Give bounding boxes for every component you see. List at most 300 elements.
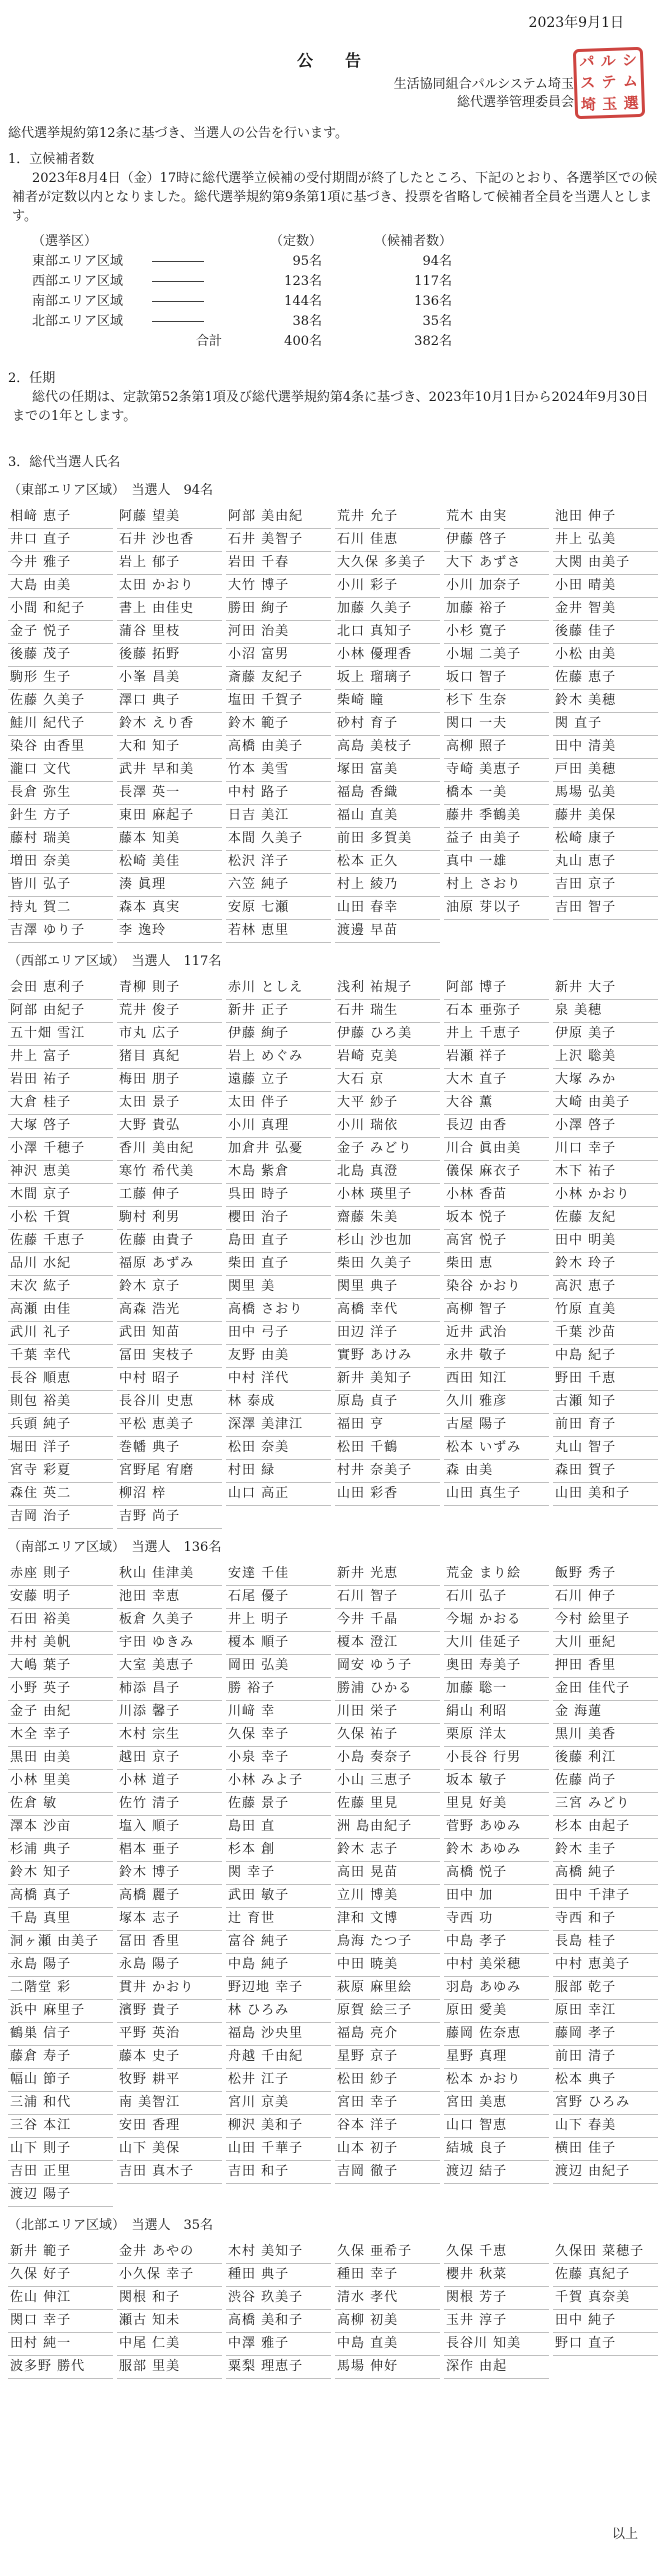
elected-name: 松本 正久 (335, 851, 440, 874)
elected-name: 前田 多賀美 (335, 828, 440, 851)
elected-name: 山田 春幸 (335, 897, 440, 920)
elected-name: 伊藤 啓子 (444, 529, 549, 552)
elected-name: 井上 弘美 (553, 529, 658, 552)
elected-name: 服部 乾子 (553, 1977, 658, 2000)
elected-name: 櫻田 治子 (226, 1207, 331, 1230)
elected-name: 鈴木 知子 (8, 1862, 113, 1885)
elected-name: 佐倉 敏 (8, 1793, 113, 1816)
elected-name: 佐山 伸江 (8, 2287, 113, 2310)
elected-name: 藤井 季鶴美 (444, 805, 549, 828)
elected-name: 金井 智美 (553, 598, 658, 621)
elected-name: 松本 典子 (553, 2069, 658, 2092)
elected-name: 鈴木 博子 (117, 1862, 222, 1885)
elected-name: 東田 麻起子 (117, 805, 222, 828)
elected-name: 砂村 育子 (335, 713, 440, 736)
elected-name: 古屋 陽子 (444, 1414, 549, 1437)
elected-name: 寺崎 美恵子 (444, 759, 549, 782)
elected-name: 市丸 広子 (117, 1023, 222, 1046)
elected-name: 梅田 朋子 (117, 1069, 222, 1092)
elected-name: 高宮 悦子 (444, 1230, 549, 1253)
elected-name: 小松 由美 (553, 644, 658, 667)
area-title: （西部エリア区域） 当選人 117名 (8, 954, 222, 969)
total-label: 合計 (195, 334, 222, 349)
elected-name: 千葉 幸代 (8, 1345, 113, 1368)
elected-name: 鳥海 たつ子 (335, 1931, 440, 1954)
elected-name: 高橋 幸代 (335, 1299, 440, 1322)
section3-heading: 3．総代当選人氏名 (8, 455, 121, 470)
header-candidates: （候補者数） (373, 234, 452, 249)
elected-name: 杉本 創 (226, 1839, 331, 1862)
elected-name: 田中 純子 (553, 2310, 658, 2333)
elected-name: 富谷 純子 (226, 1931, 331, 1954)
elected-name: 中村 美栄穂 (444, 1954, 549, 1977)
elected-name: 越田 京子 (117, 1747, 222, 1770)
elected-name: 宇田 ゆきみ (117, 1632, 222, 1655)
elected-name: 福島 香織 (335, 782, 440, 805)
elected-name: 山本 初子 (335, 2138, 440, 2161)
elected-name: 瀧口 文代 (8, 759, 113, 782)
elected-name: 杉本 由起子 (553, 1816, 658, 1839)
elected-name: 工藤 伸子 (117, 1184, 222, 1207)
elected-name: 村上 さおり (444, 874, 549, 897)
elected-name: 馬場 弘美 (553, 782, 658, 805)
elected-name: 本間 久美子 (226, 828, 331, 851)
elected-name: 久保 幸子 (226, 1724, 331, 1747)
header-district: （選挙区） (32, 234, 98, 249)
elected-name: 榎本 澄江 (335, 1632, 440, 1655)
elected-name: 渡辺 陽子 (8, 2184, 113, 2207)
elected-name: 野辺地 幸子 (226, 1977, 331, 2000)
elected-name: 中村 路子 (226, 782, 331, 805)
seal-glyph: ル (600, 51, 617, 71)
elected-name: 佐藤 真紀子 (553, 2264, 658, 2287)
elected-name: 大川 亜紀 (553, 1632, 658, 1655)
elected-name: 久保 千恵 (444, 2241, 549, 2264)
elected-name: 斎藤 友紀子 (226, 667, 331, 690)
elected-name: 立川 博美 (335, 1885, 440, 1908)
elected-name: 藤岡 孝子 (553, 2023, 658, 2046)
elected-name: 坂本 敏子 (444, 1770, 549, 1793)
elected-name: 藤本 史子 (117, 2046, 222, 2069)
elected-name: 石川 伸子 (553, 1586, 658, 1609)
elected-name: 安藤 明子 (8, 1586, 113, 1609)
elected-name: 武川 礼子 (8, 1322, 113, 1345)
elected-name: 中村 洋代 (226, 1368, 331, 1391)
elected-name: 小堀 二美子 (444, 644, 549, 667)
issuer-organization: 生活協同組合パルシステム埼玉 (393, 77, 574, 92)
elected-name: 永島 陽子 (8, 1954, 113, 1977)
elected-name: 塚本 志子 (117, 1908, 222, 1931)
elected-name: 櫻井 秋菜 (444, 2264, 549, 2287)
elected-name: 長谷 順恵 (8, 1368, 113, 1391)
elected-name: 川口 幸子 (553, 1138, 658, 1161)
elected-name: 榎本 順子 (226, 1632, 331, 1655)
elected-name: 濱野 貴子 (117, 2000, 222, 2023)
elected-name: 柴田 恵 (444, 1253, 549, 1276)
elected-name: 染谷 かおり (444, 1276, 549, 1299)
elected-name: 寒竹 希代美 (117, 1161, 222, 1184)
elected-name: 島田 直子 (226, 1230, 331, 1253)
elected-name: 新井 大子 (553, 977, 658, 1000)
elected-name: 泉 美穂 (553, 1000, 658, 1023)
elected-name: 村上 綾乃 (335, 874, 440, 897)
elected-name: 阿部 由紀子 (8, 1000, 113, 1023)
elected-name: 原田 愛美 (444, 2000, 549, 2023)
elected-name: 奥田 寿美子 (444, 1655, 549, 1678)
elected-name: 田中 千津子 (553, 1885, 658, 1908)
elected-name: 西田 知江 (444, 1368, 549, 1391)
elected-name: 津和 文博 (335, 1908, 440, 1931)
seal-glyph: ス (579, 73, 596, 93)
elected-name: 岡安 ゆう子 (335, 1655, 440, 1678)
seal-glyph: ム (622, 72, 639, 91)
elected-name: 高橋 麗子 (117, 1885, 222, 1908)
elected-name: 山田 美和子 (553, 1483, 658, 1506)
elected-name: 藤井 美保 (553, 805, 658, 828)
elected-name: 舟越 千由紀 (226, 2046, 331, 2069)
elected-name: 馬場 伸好 (335, 2356, 440, 2379)
elected-name: 高柳 照子 (444, 736, 549, 759)
elected-name: 宮野 ひろみ (553, 2092, 658, 2115)
elected-name: 種田 幸子 (335, 2264, 440, 2287)
seal-glyph: 埼 (580, 95, 597, 114)
elected-name: 深作 由起 (444, 2356, 549, 2379)
elected-name: 板倉 久美子 (117, 1609, 222, 1632)
elected-name: 藤本 知美 (117, 828, 222, 851)
elected-name: 島田 直 (226, 1816, 331, 1839)
elected-name: 飯野 秀子 (553, 1563, 658, 1586)
elected-name: 田辺 洋子 (335, 1322, 440, 1345)
elected-name: 久保田 菜穂子 (553, 2241, 658, 2264)
issuer-block (394, 76, 574, 112)
table-row: 東部エリア区域 ―――― 95名 94名 (32, 254, 452, 269)
elected-name: 小泉 幸子 (226, 1747, 331, 1770)
elected-name: 儀保 麻衣子 (444, 1161, 549, 1184)
elected-name: 荒木 由実 (444, 506, 549, 529)
elected-name: 上沢 聡美 (553, 1046, 658, 1069)
elected-name: 椙本 亜子 (117, 1839, 222, 1862)
seal-glyph: テ (601, 73, 617, 92)
elected-name: 木下 祐子 (553, 1161, 658, 1184)
elected-name: 鶴巣 信子 (8, 2023, 113, 2046)
elected-name: 高橋 純子 (553, 1862, 658, 1885)
elected-name: 三浦 和代 (8, 2092, 113, 2115)
elected-name: 實野 あけみ (335, 1345, 440, 1368)
elected-name: 中島 純子 (226, 1954, 331, 1977)
elected-name: 日吉 美江 (226, 805, 331, 828)
elected-name: 中島 直美 (335, 2333, 440, 2356)
elected-name: 大木 直子 (444, 1069, 549, 1092)
elected-name: 高柳 初美 (335, 2310, 440, 2333)
elected-name: 戸田 美穂 (553, 759, 658, 782)
elected-name: 森本 真実 (117, 897, 222, 920)
elected-name-grid (8, 2241, 658, 2379)
elected-name: 寺西 功 (444, 1908, 549, 1931)
seal-glyph: 選 (623, 93, 639, 113)
issuer-committee: 総代選挙管理委員会 (456, 95, 574, 110)
elected-name: 吉野 尚子 (117, 1506, 222, 1529)
elected-name: 堀田 洋子 (8, 1437, 113, 1460)
elected-name: 李 逸玲 (117, 920, 222, 943)
elected-name: 新井 美知子 (335, 1368, 440, 1391)
elected-name: 洞ヶ瀬 由美子 (8, 1931, 113, 1954)
elected-name: 佐藤 尚子 (553, 1770, 658, 1793)
elected-name: 安原 七瀬 (226, 897, 331, 920)
elected-name: 田村 純一 (8, 2333, 113, 2356)
elected-name: 関根 和子 (117, 2287, 222, 2310)
elected-name: 石川 弘子 (444, 1586, 549, 1609)
elected-name: 赤座 則子 (8, 1563, 113, 1586)
elected-name: 佐藤 友紀 (553, 1207, 658, 1230)
elected-name: 関口 一夫 (444, 713, 549, 736)
elected-name: 田中 弓子 (226, 1322, 331, 1345)
elected-name: 宮田 幸子 (335, 2092, 440, 2115)
elected-name: 橋本 一美 (444, 782, 549, 805)
elected-name: 巻幡 典子 (117, 1437, 222, 1460)
elected-name: 鈴木 京子 (117, 1276, 222, 1299)
elected-name: 林 泰成 (226, 1391, 331, 1414)
table-row: 北部エリア区域 ―――― 38名 35名 (32, 314, 452, 329)
elected-name: 小峯 昌美 (117, 667, 222, 690)
elected-name: 絹山 利昭 (444, 1701, 549, 1724)
elected-name: 加倉井 弘憂 (226, 1138, 331, 1161)
elected-name: 今井 雅子 (8, 552, 113, 575)
elected-name: 井口 直子 (8, 529, 113, 552)
elected-name: 小川 真理 (226, 1115, 331, 1138)
elected-name: 川添 馨子 (117, 1701, 222, 1724)
elected-name: 持丸 賀二 (8, 897, 113, 920)
elected-name: 藤岡 佐奈恵 (444, 2023, 549, 2046)
elected-name: 粟梨 理恵子 (226, 2356, 331, 2379)
elected-name: 丸山 恵子 (553, 851, 658, 874)
elected-name: 高橋 由美子 (226, 736, 331, 759)
elected-name: 谷本 洋子 (335, 2115, 440, 2138)
elected-name: 山下 美保 (117, 2138, 222, 2161)
elected-name: 原賀 絵三子 (335, 2000, 440, 2023)
elected-name: 浜中 麻里子 (8, 2000, 113, 2023)
elected-name: 黒田 由美 (8, 1747, 113, 1770)
elected-name: 久保 亜希子 (335, 2241, 440, 2264)
elected-name: 青柳 則子 (117, 977, 222, 1000)
elected-name: 勝 裕子 (226, 1678, 331, 1701)
elected-name: 小林 優理香 (335, 644, 440, 667)
elected-name: 前田 清子 (553, 2046, 658, 2069)
seal-glyph: シ (621, 51, 638, 70)
total-quota: 400名 (284, 334, 322, 349)
elected-name: 大石 京 (335, 1069, 440, 1092)
elected-name: 松崎 康子 (553, 828, 658, 851)
elected-name: 冨田 香里 (117, 1931, 222, 1954)
elected-name: 坂口 智子 (444, 667, 549, 690)
elected-name: 蒲谷 里枝 (117, 621, 222, 644)
elected-name: 幅山 節子 (8, 2069, 113, 2092)
elected-name: 大和 知子 (117, 736, 222, 759)
elected-name: 久保 好子 (8, 2264, 113, 2287)
elected-name: 永島 陽子 (117, 1954, 222, 1977)
elected-name: 大久保 多美子 (335, 552, 440, 575)
elected-name: 渋谷 玖美子 (226, 2287, 331, 2310)
elected-name: 増田 奈美 (8, 851, 113, 874)
elected-name: 黒川 美香 (553, 1724, 658, 1747)
elected-name: 福原 あずみ (117, 1253, 222, 1276)
elected-name: 油原 芽以子 (444, 897, 549, 920)
elected-name: 福島 亮介 (335, 2023, 440, 2046)
elected-name: 川﨑 幸 (226, 1701, 331, 1724)
elected-name: 野口 直子 (553, 2333, 658, 2356)
section1-heading: 1．立候補者数 (8, 152, 95, 167)
elected-name: 荒井 允子 (335, 506, 440, 529)
elected-name: 大谷 薫 (444, 1092, 549, 1115)
elected-name: 冨田 実枝子 (117, 1345, 222, 1368)
elected-name: 小松 千賀 (8, 1207, 113, 1230)
elected-name: 高橋 さおり (226, 1299, 331, 1322)
elected-name: 湊 眞理 (117, 874, 222, 897)
elected-name: 瀬古 知未 (117, 2310, 222, 2333)
elected-name: 木村 宗生 (117, 1724, 222, 1747)
elected-name: 澤口 典子 (117, 690, 222, 713)
elected-name: 益子 由美子 (444, 828, 549, 851)
elected-name: 松沢 洋子 (226, 851, 331, 874)
elected-name: 山田 千華子 (226, 2138, 331, 2161)
elected-name: 新井 正子 (226, 1000, 331, 1023)
elected-name: 香川 美由紀 (117, 1138, 222, 1161)
elected-name: 川田 栄子 (335, 1701, 440, 1724)
elected-name: 山下 則子 (8, 2138, 113, 2161)
elected-name: 松田 紗子 (335, 2069, 440, 2092)
elected-name: 小林 道子 (117, 1770, 222, 1793)
elected-name: 関里 典子 (335, 1276, 440, 1299)
elected-name: 武井 早和美 (117, 759, 222, 782)
elected-name: 林 ひろみ (226, 2000, 331, 2023)
area-title: （東部エリア区域） 当選人 94名 (8, 483, 214, 498)
elected-name: 中澤 雅子 (226, 2333, 331, 2356)
elected-name: 池田 幸恵 (117, 1586, 222, 1609)
elected-name: 佐藤 由貴子 (117, 1230, 222, 1253)
elected-name: 三谷 本江 (8, 2115, 113, 2138)
elected-name: 柿添 昌子 (117, 1678, 222, 1701)
elected-name: 川合 眞由美 (444, 1138, 549, 1161)
elected-name: 佐藤 恵子 (553, 667, 658, 690)
elected-name: 服部 里美 (117, 2356, 222, 2379)
elected-name: 大塚 啓子 (8, 1115, 113, 1138)
elected-name: 友野 由美 (226, 1345, 331, 1368)
elected-name: 伊藤 ひろ美 (335, 1023, 440, 1046)
elected-areas (8, 482, 658, 2379)
section2-text: 総代の任期は、定款第52条第1項及び総代選挙規約第4条に基づき、2023年10月1日から2024年9月30日までの1年とします。 (12, 390, 649, 424)
notice-date: 2023年9月1日 (528, 15, 624, 31)
elected-name: 小川 加奈子 (444, 575, 549, 598)
elected-name: 石川 佳恵 (335, 529, 440, 552)
elected-name: 田中 明美 (553, 1230, 658, 1253)
elected-name: 高柳 智子 (444, 1299, 549, 1322)
elected-name: 吉田 真木子 (117, 2161, 222, 2184)
elected-name: 木村 美知子 (226, 2241, 331, 2264)
elected-name: 阿部 博子 (444, 977, 549, 1000)
elected-name: 羽島 あゆみ (444, 1977, 549, 2000)
elected-name: 関根 芳子 (444, 2287, 549, 2310)
elected-name: 高橋 悦子 (444, 1862, 549, 1885)
elected-name: 小長谷 行男 (444, 1747, 549, 1770)
elected-name: 末次 紘子 (8, 1276, 113, 1299)
elected-name: 遠藤 立子 (226, 1069, 331, 1092)
elected-name: 小山 三恵子 (335, 1770, 440, 1793)
elected-name: 高橋 美和子 (226, 2310, 331, 2333)
elected-name: 皆川 弘子 (8, 874, 113, 897)
elected-name: 中村 昭子 (117, 1368, 222, 1391)
elected-name: 福山 直美 (335, 805, 440, 828)
elected-name: 鈴木 圭子 (553, 1839, 658, 1862)
elected-name: 佐藤 千恵子 (8, 1230, 113, 1253)
elected-name: 塩田 千賀子 (226, 690, 331, 713)
elected-name: 岩上 郁子 (117, 552, 222, 575)
elected-name: 佐藤 里見 (335, 1793, 440, 1816)
elected-name: 荒金 まり絵 (444, 1563, 549, 1586)
closing-mark: 以上 (611, 2527, 638, 2542)
elected-name: 井上 富子 (8, 1046, 113, 1069)
elected-name: 木全 幸子 (8, 1724, 113, 1747)
elected-name: 森田 賀子 (553, 1460, 658, 1483)
elected-name: 新井 範子 (8, 2241, 113, 2264)
elected-name: 池田 伸子 (553, 506, 658, 529)
elected-name: 大平 紗子 (335, 1092, 440, 1115)
elected-name: 杉下 生奈 (444, 690, 549, 713)
elected-name: 洲 島由紀子 (335, 1816, 440, 1839)
elected-name: 今堀 かおる (444, 1609, 549, 1632)
elected-name: 岩上 めぐみ (226, 1046, 331, 1069)
elected-name: 武田 知苗 (117, 1322, 222, 1345)
elected-name: 松崎 美佳 (117, 851, 222, 874)
elected-name: 大崎 由美子 (553, 1092, 658, 1115)
elected-name: 寺西 和子 (553, 1908, 658, 1931)
elected-name-grid (8, 506, 658, 943)
table-row: 南部エリア区域 ―――― 144名 136名 (32, 294, 452, 309)
elected-name: 浅利 祐規子 (335, 977, 440, 1000)
elected-name: 兵頭 純子 (8, 1414, 113, 1437)
elected-name: 坂本 悦子 (444, 1207, 549, 1230)
elected-name: 鈴木 玲子 (553, 1253, 658, 1276)
elected-name: 小林 香苗 (444, 1184, 549, 1207)
elected-name: 真中 一雄 (444, 851, 549, 874)
elected-name: 鈴木 あゆみ (444, 1839, 549, 1862)
elected-name: 井上 明子 (226, 1609, 331, 1632)
elected-name: 大島 由美 (8, 575, 113, 598)
elected-name: 後藤 拓野 (117, 644, 222, 667)
elected-name: 森住 英二 (8, 1483, 113, 1506)
elected-name: 荒井 俊子 (117, 1000, 222, 1023)
elected-name: 大野 貴弘 (117, 1115, 222, 1138)
elected-name: 近井 武治 (444, 1322, 549, 1345)
area-title: （北部エリア区域） 当選人 35名 (8, 2218, 214, 2233)
elected-name: 杉浦 典子 (8, 1839, 113, 1862)
elected-name: 阿藤 望美 (117, 506, 222, 529)
elected-name: 宮寺 彩夏 (8, 1460, 113, 1483)
elected-name: 太田 伴子 (226, 1092, 331, 1115)
elected-name: 小久保 幸子 (117, 2264, 222, 2287)
elected-name: 岩田 千春 (226, 552, 331, 575)
elected-name: 小林 里美 (8, 1770, 113, 1793)
elected-name: 中村 恵美子 (553, 1954, 658, 1977)
elected-name: 今村 絵里子 (553, 1609, 658, 1632)
elected-name: 後藤 利江 (553, 1747, 658, 1770)
elected-name: 栗原 洋太 (444, 1724, 549, 1747)
elected-name: 長倉 弥生 (8, 782, 113, 805)
elected-name: 大関 由美子 (553, 552, 658, 575)
elected-name: 小澤 啓子 (553, 1115, 658, 1138)
elected-name: 小澤 千穂子 (8, 1138, 113, 1161)
elected-name: 千島 真里 (8, 1908, 113, 1931)
elected-name: 岩瀬 祥子 (444, 1046, 549, 1069)
elected-name: 原田 幸江 (553, 2000, 658, 2023)
